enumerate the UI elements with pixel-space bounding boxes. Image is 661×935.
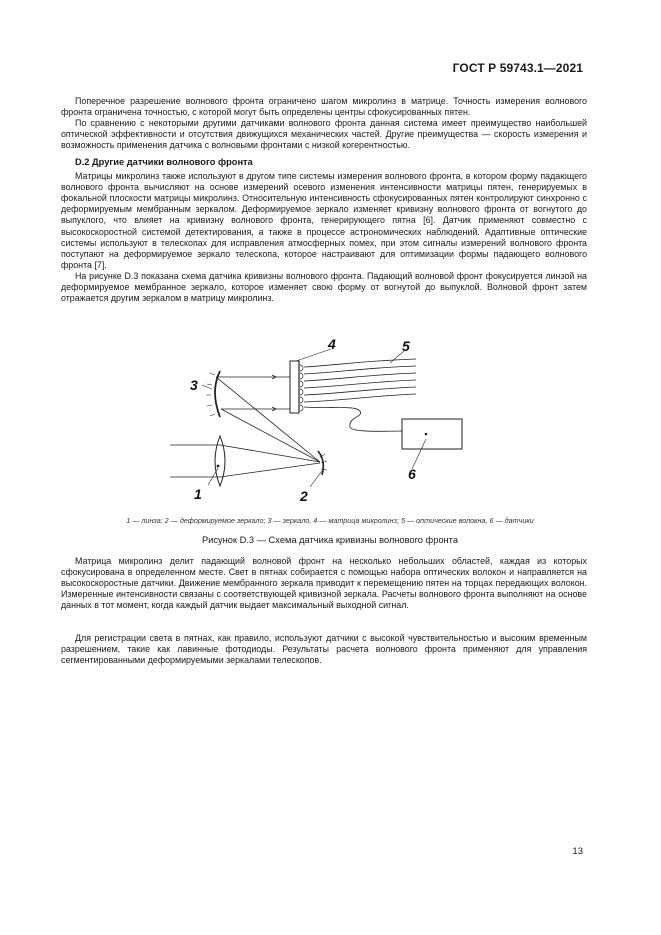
- lens-center: [217, 465, 219, 467]
- body-text-after-2: [61, 633, 587, 666]
- paragraph: На рисунке D.3 показана схема датчика кривизны волнового фронта. Падающий волновой фронт фокусируется линзой на деформируемое мембранное зеркало, которое изменяет свою форму от вогнутой до выпуклой. Волновой фронт затем отражается другим зеркалом в матрицу микролинз.: [61, 270, 587, 303]
- paragraph: Для регистрации света в пятнах, как правило, используют датчики с высокой чувствительностью и высоким временным разрешением, такие как лавинные фотодиоды. Результаты расчета волнового фронта применяют для управления сегментированными деформируемыми зеркалами телескопов.: [61, 633, 587, 666]
- figure-legend: 1 — линза; 2 — деформируемое зеркало; 3 — зеркало, 4 — матрица микролинз; 5 — оптические волокна, 6 — датчики: [126, 516, 534, 525]
- paragraph: Матрицы микролинз также используют в другом типе системы измерения волнового фронта, в котором форму падающего волнового фронта вычисляют на основе измерений осевого изменения интенсивности матрицы пятен, генерируемых в фокальной плоскости матрицы микролинз. Относительную интенсивность сфокусированных пятен контролируют синхронно с деформируемым мембранным зеркалом. Деформируемое зеркало изменяет кривизну волнового фронта от вогнутого до выпуклого, что влияет на кривизну волнового фронта, генерирующего пятна [6]. Датчик применяют совместно с высокоскоростной системой детектирования, а также в процессе астрономических наблюдений. Адаптивные оптические системы используют в телескопах для исправления атмосферных помех, при этом сигналы измерений волнового фронта поступают на деформируемое зеркало телескопа, которое настраивают для оптимизации формы падающего волнового фронта [7].: [61, 171, 587, 270]
- lens: [215, 436, 225, 486]
- optical-fiber: [304, 387, 416, 395]
- label-4: 4: [328, 336, 336, 352]
- paragraph: Матрица микролинз делит падающий волновой фронт на несколько небольших областей, каждая из которых сфокусирована в определенном месте. Свет в пятнах собирается с помощью набора оптических волокон и направляется на высокоскоростные датчики. Движение мембранного зеркала приводит к перемещению пятен на торцах передающих волокон. Измеренные интенсивности связаны с соответствующей кривизной зеркала. Расчеты волнового фронта выполняют на основе данных в тот момент, когда каждый датчик выдает максимальный выходной сигнал.: [61, 556, 587, 611]
- label-1: 1: [194, 486, 202, 502]
- wavefront-curvature-sensor-diagram: [150, 335, 480, 515]
- label-3: 3: [190, 377, 198, 393]
- paragraph: Поперечное разрешение волнового фронта ограничено шагом микролинз в матрице. Точность измерения волнового фронта ограничена точностью, с которой могут быть определены центры сфокусированных пятен.: [61, 96, 587, 118]
- paragraph: По сравнению с некоторыми другими датчиками волнового фронта данная система имеет преимущество наибольшей оптической эффективности и отсутствия движущихся механических частей. Другие преимущества — скорость измерения и возможность применения датчика с волновыми фронтами с низкой когерентностью.: [61, 118, 587, 151]
- sensors-box: [402, 419, 462, 449]
- optical-fiber: [304, 394, 416, 402]
- body-text-top: [61, 96, 587, 304]
- optical-fiber: [304, 366, 416, 374]
- converging-ray: [220, 463, 320, 477]
- reflected-ray: [216, 377, 320, 462]
- optical-fiber: [304, 373, 416, 381]
- optical-fiber: [304, 380, 416, 388]
- reflected-ray: [221, 409, 320, 462]
- label-2: 2: [300, 488, 308, 504]
- figure-caption: Рисунок D.3 — Схема датчика кривизны волнового фронта: [201, 535, 458, 545]
- converging-ray: [220, 445, 320, 462]
- microlens-array: [290, 361, 299, 413]
- sensor-cable: [304, 407, 402, 431]
- label-5: 5: [402, 338, 410, 354]
- mirror: [215, 371, 220, 417]
- optical-fiber: [304, 359, 416, 367]
- body-text-after-1: [61, 556, 587, 611]
- label-6: 6: [408, 466, 416, 482]
- section-heading: D.2 Другие датчики волнового фронта: [75, 157, 253, 168]
- document-header: ГОСТ Р 59743.1—2021: [452, 61, 583, 75]
- page-number: 13: [572, 846, 583, 857]
